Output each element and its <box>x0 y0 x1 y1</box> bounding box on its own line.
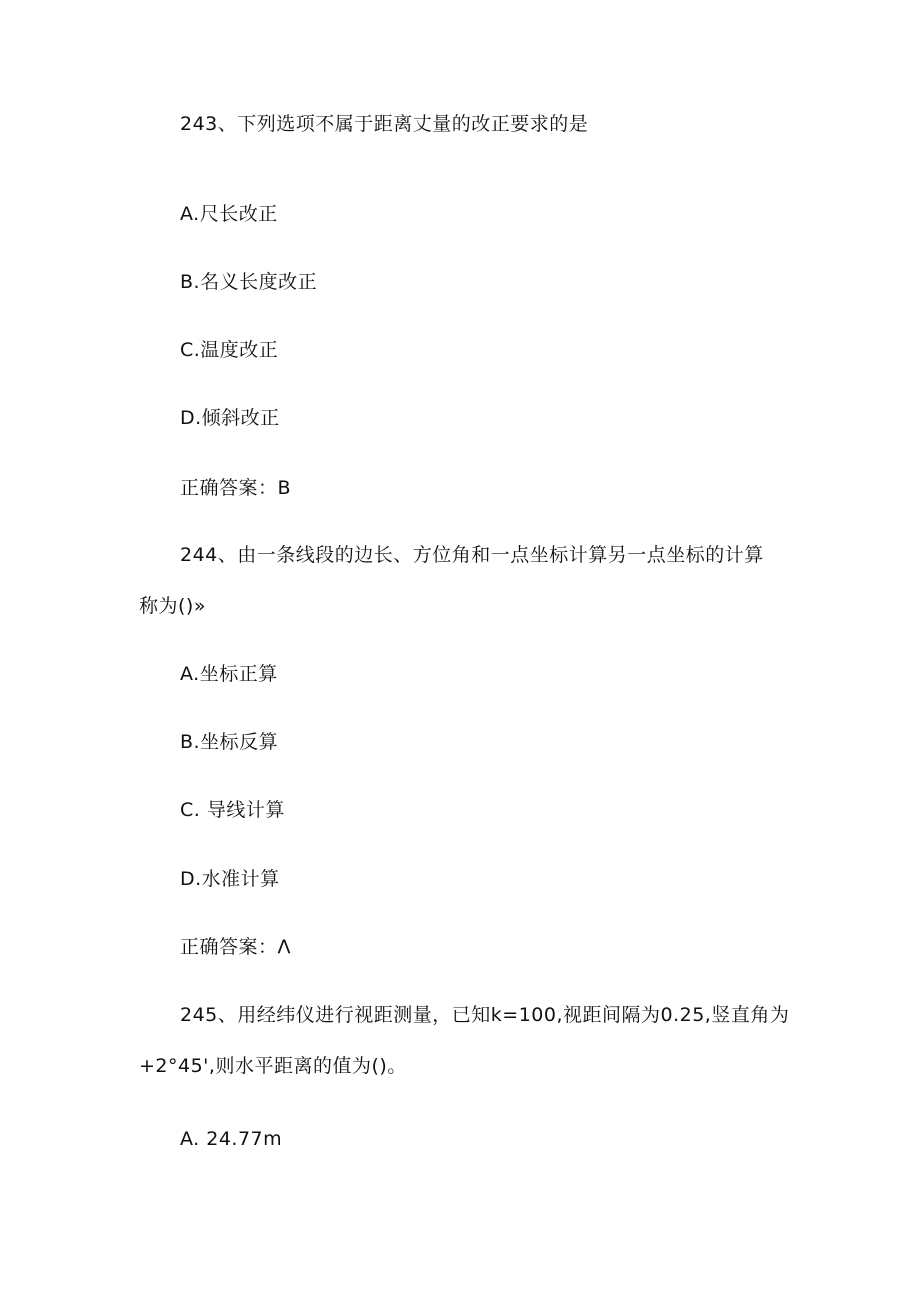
question-245-stem-line1: 245、用经纬仪进行视距测量，已知k=100,视距间隔为0.25,竖直角为 <box>180 1004 790 1026</box>
question-244-stem-line1: 244、由一条线段的边长、方位角和一点坐标计算另一点坐标的计算 <box>180 544 764 566</box>
question-243-stem: 243、下列选项不属于距离丈量的改正要求的是 <box>180 113 589 135</box>
question-244-answer: 正确答案：Λ <box>180 936 291 958</box>
question-244-option-a: A.坐标正算 <box>180 663 278 685</box>
question-244-option-d: D.水准计算 <box>180 868 280 890</box>
question-244-option-b: B.坐标反算 <box>180 731 279 753</box>
question-243-option-b: B.名义长度改正 <box>180 271 318 293</box>
question-243-option-a: A.尺长改正 <box>180 203 278 225</box>
question-243-option-c: C.温度改正 <box>180 339 279 361</box>
question-245-option-a: A. 24.77m <box>180 1128 283 1150</box>
question-243-option-d: D.倾斜改正 <box>180 407 280 429</box>
question-244-stem-line2: 称为()» <box>139 595 206 617</box>
question-245-stem-line2: +2°45',则水平距离的值为()。 <box>139 1055 407 1077</box>
question-244-option-c: C. 导线计算 <box>180 799 285 821</box>
question-243-answer: 正确答案：B <box>180 477 292 499</box>
